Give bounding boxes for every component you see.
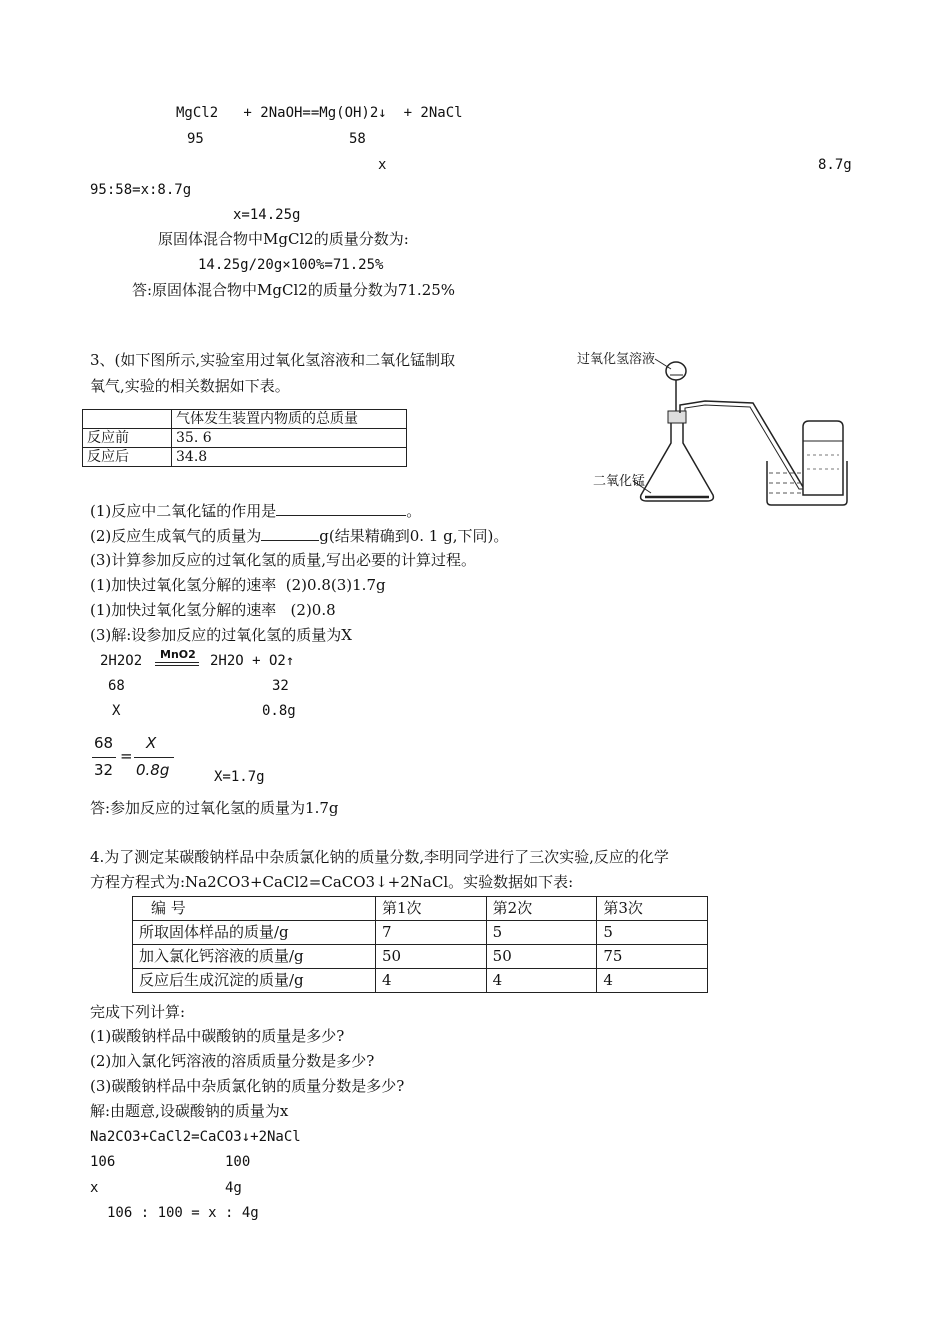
answer-blank-1 [276,501,406,516]
table-row [83,448,407,467]
q3-final-answer: 答:参加反应的过氧化氢的质量为1.7g [90,799,339,817]
table-cell: 75 [597,945,708,969]
ratio-line: 95:58=x:8.7g [90,182,192,198]
mgcl2-equation: MgCl2 + 2NaOH==Mg(OH)2↓ + 2NaCl [176,105,463,121]
molar-mass-caco3: 100 [225,1154,251,1170]
fraction-denominator-right: 0.8g [136,761,170,779]
q3-intro-line2: 氧气,实验的相关数据如下表。 [90,377,290,395]
q3-sub3: (3)计算参加反应的过氧化氢的质量,写出必要的计算过程。 [90,551,477,569]
catalyst-arrow [155,647,199,669]
q3-answer-line2: (1)加快过氧化氢分解的速率 (2)0.8 [90,601,336,619]
table-cell: 反应后生成沉淀的质量/g [133,969,376,993]
q4-intro-line2: 方程方程式为:Na2CO3+CaCl2=CaCO3↓+2NaCl。实验数据如下表: [90,873,574,891]
q4-sub2: (2)加入氯化钙溶液的溶质质量分数是多少? [90,1052,375,1070]
fraction-numerator-left: 68 [94,734,114,752]
table-header-cell: 气体发生装置内物质的总质量 [172,410,407,429]
molar-mass-h2o2: 68 [108,678,125,694]
label-hydrogen-peroxide: 过氧化氢溶液 [577,352,656,367]
table-cell: 7 [376,921,487,945]
molar-mass-mgoh2: 58 [349,131,366,147]
eq-reactant: 2H2O2 [100,653,143,669]
q4-task: 完成下列计算: [90,1003,186,1021]
fraction-label: 原固体混合物中MgCl2的质量分数为: [158,230,409,248]
q4-sub3: (3)碳酸钠样品中杂质氯化钠的质量分数是多少? [90,1077,405,1095]
q4-unknown-x: x [90,1180,99,1196]
table-cell: 加入氯化钙溶液的质量/g [133,945,376,969]
apparatus-figure [575,345,855,515]
unknown-x: x [378,157,387,173]
table-cell: 5 [597,921,708,945]
q3-sub2-text: (2)反应生成氧气的质量为 [90,527,262,545]
fraction-calc: 14.25g/20g×100%=71.25% [198,257,384,273]
table-header-cell: 第2次 [486,897,597,921]
table-row [83,410,407,429]
table-cell: 反应后 [83,448,172,467]
q4-solution-intro: 解:由题意,设碳酸钠的质量为x [90,1102,289,1120]
q3-solution-intro: (3)解:设参加反应的过氧化氢的质量为X [90,626,352,644]
table-cell: 50 [486,945,597,969]
q4-equation: Na2CO3+CaCl2=CaCO3↓+2NaCl [90,1129,301,1145]
q3-sub2-end: g(结果精确到0. 1 g,下同)。 [319,527,509,545]
fraction-denominator-left: 32 [94,761,114,779]
molar-mass-mgcl2: 95 [187,131,204,147]
table-header-cell: 第3次 [597,897,708,921]
table-cell: 4 [376,969,487,993]
proportion-fraction: 68 32 = X 0.8g [90,734,180,784]
table-row [83,429,407,448]
table-header-cell: 编 号 [133,897,376,921]
table-row [133,969,708,993]
oxygen-mass: 0.8g [262,703,296,719]
table-cell: 4 [597,969,708,993]
q3-sub2 [90,526,508,545]
table-row [133,921,708,945]
q4-intro-line1: 4.为了测定某碳酸钠样品中杂质氯化钠的质量分数,李明同学进行了三次实验,反应的化学 [90,848,669,866]
table-header-cell: 第1次 [376,897,487,921]
table-row [133,945,708,969]
table-row [133,897,708,921]
x-result: x=14.25g [233,207,301,223]
precipitate-mass: 4g [225,1180,242,1196]
part2-answer: 答:原固体混合物中MgCl2的质量分数为71.25% [132,281,456,299]
label-manganese-dioxide: 二氧化锰 [593,474,646,489]
q3-sub1-text: (1)反应中二氧化锰的作用是 [90,502,277,520]
q4-sub1: (1)碳酸钠样品中碳酸钠的质量是多少? [90,1027,345,1045]
q4-ratio: 106 : 100 = x : 4g [107,1205,259,1221]
unknown-X: X [112,703,121,719]
table-cell: 34.8 [172,448,407,467]
molar-mass-na2co3: 106 [90,1154,116,1170]
eq-products: 2H2O + O2↑ [210,653,295,669]
q3-sub1-end: 。 [406,502,422,520]
table-cell: 50 [376,945,487,969]
fraction-numerator-right: X [146,734,157,752]
answer-blank-2 [261,526,319,541]
molar-mass-o2: 32 [272,678,289,694]
table-cell: 所取固体样品的质量/g [133,921,376,945]
q3-sub1 [90,501,421,520]
q3-data-table [82,409,407,467]
catalyst-label: MnO2 [160,648,196,661]
q4-data-table [132,896,708,993]
given-mass: 8.7g [818,157,852,173]
q3-intro-line1: 3、(如下图所示,实验室用过氧化氢溶液和二氧化锰制取 [90,351,456,369]
q3-answer-line1: (1)加快过氧化氢分解的速率 (2)0.8(3)1.7g [90,576,386,594]
table-cell: 5 [486,921,597,945]
table-cell: 4 [486,969,597,993]
table-cell: 35. 6 [172,429,407,448]
table-cell: 反应前 [83,429,172,448]
X-result: X=1.7g [214,769,265,785]
table-cell [83,410,172,429]
